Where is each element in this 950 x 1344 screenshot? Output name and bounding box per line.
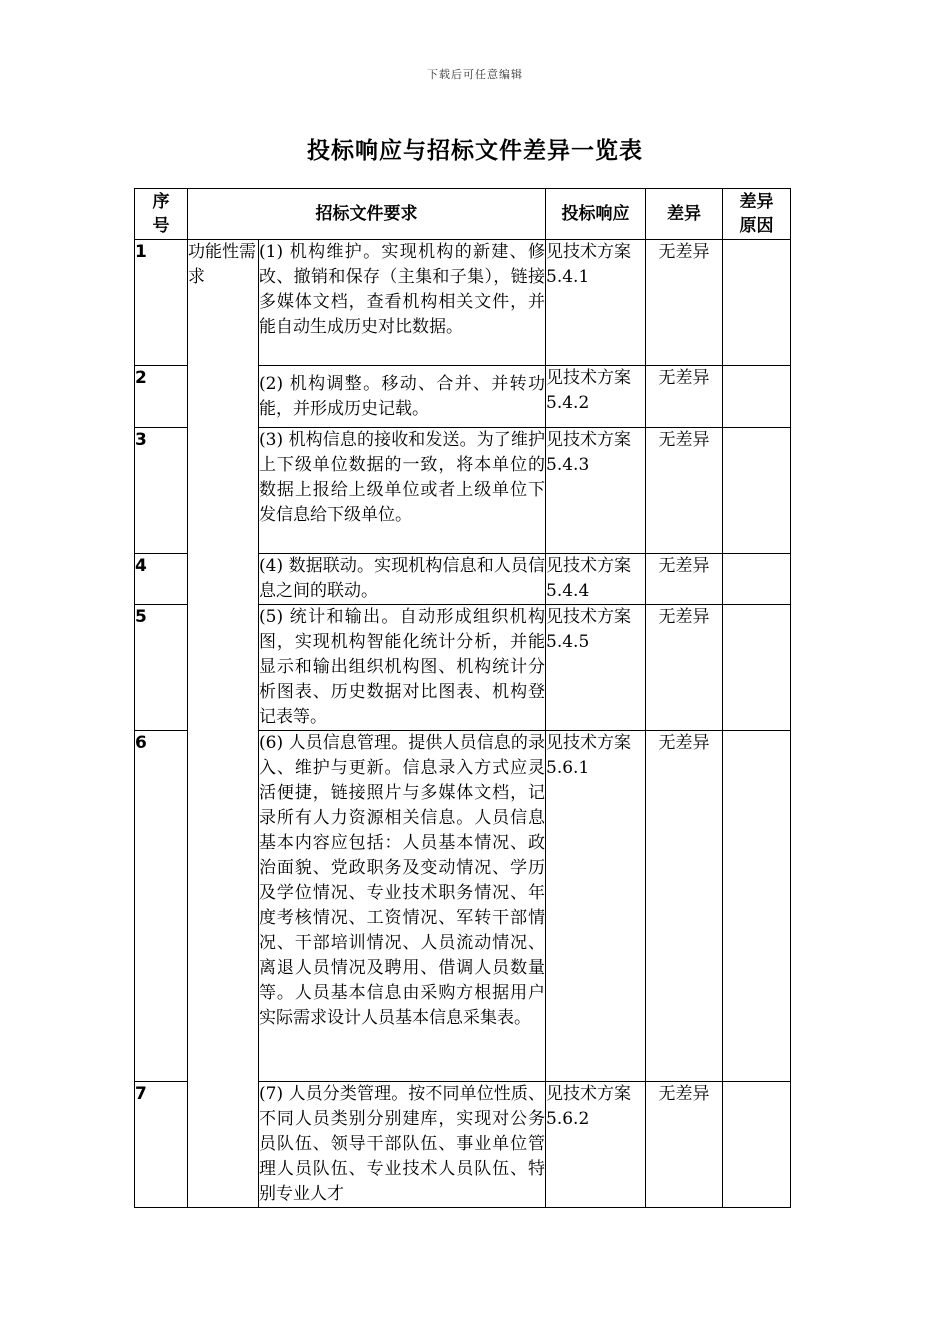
row-reason [723, 731, 791, 1082]
watermark-text: 下载后可任意编辑 [427, 68, 523, 81]
row-reason [723, 428, 791, 554]
difference-table [134, 188, 791, 1208]
row-difference: 无差异 [646, 1082, 723, 1208]
row-response: 见技术方案5.4.3 [546, 428, 646, 554]
row-reason [723, 366, 791, 428]
row-requirement: (7) 人员分类管理。按不同单位性质、不同人员类别分别建库，实现对公务员队伍、领导干部队伍、事业单位管理人员队伍、专业技术人员队伍、特别专业人才 [259, 1082, 546, 1208]
row-seq: 4 [135, 554, 188, 605]
row-requirement: (1) 机构维护。实现机构的新建、修改、撤销和保存（主集和子集），链接多媒体文档，查看机构相关文件，并能自动生成历史对比数据。 [259, 240, 546, 366]
header-difference: 差异 [646, 189, 723, 240]
row-response: 见技术方案5.4.2 [546, 366, 646, 428]
row-seq: 2 [135, 366, 188, 428]
row-requirement: (2) 机构调整。移动、合并、并转功能，并形成历史记载。 [259, 366, 546, 428]
row-requirement: (3) 机构信息的接收和发送。为了维护上下级单位数据的一致，将本单位的数据上报给上级单位或者上级单位下发信息给下级单位。 [259, 428, 546, 554]
row-response: 见技术方案5.6.2 [546, 1082, 646, 1208]
row-reason [723, 240, 791, 366]
row-reason [723, 605, 791, 731]
header-requirement: 招标文件要求 [188, 189, 546, 240]
category-cell: 功能性需求 [188, 240, 259, 1208]
row-reason [723, 1082, 791, 1208]
table-header-row [135, 189, 791, 240]
row-requirement: (4) 数据联动。实现机构信息和人员信息之间的联动。 [259, 554, 546, 605]
row-reason [723, 554, 791, 605]
row-difference: 无差异 [646, 428, 723, 554]
row-response: 见技术方案5.4.1 [546, 240, 646, 366]
row-response: 见技术方案5.4.4 [546, 554, 646, 605]
row-difference: 无差异 [646, 240, 723, 366]
row-difference: 无差异 [646, 605, 723, 731]
row-difference: 无差异 [646, 731, 723, 1082]
row-seq: 7 [135, 1082, 188, 1208]
row-response: 见技术方案5.6.1 [546, 731, 646, 1082]
row-difference: 无差异 [646, 366, 723, 428]
row-seq: 3 [135, 428, 188, 554]
header-response: 投标响应 [546, 189, 646, 240]
row-seq: 1 [135, 240, 188, 366]
page-title: 投标响应与招标文件差异一览表 [307, 138, 643, 164]
row-requirement: (5) 统计和输出。自动形成组织机构图，实现机构智能化统计分析，并能显示和输出组织机构图、机构统计分析图表、历史数据对比图表、机构登记表等。 [259, 605, 546, 731]
header-reason: 差异原因 [723, 189, 791, 240]
row-difference: 无差异 [646, 554, 723, 605]
row-seq: 5 [135, 605, 188, 731]
header-seq: 序号 [135, 189, 188, 240]
table-row [135, 240, 791, 366]
row-seq: 6 [135, 731, 188, 1082]
row-response: 见技术方案5.4.5 [546, 605, 646, 731]
row-requirement: (6) 人员信息管理。提供人员信息的录入、维护与更新。信息录入方式应灵活便捷，链接照片与多媒体文档，记录所有人力资源相关信息。人员信息基本内容应包括：人员基本情况、政治面貌、党政职务及变动情况、学历及学位情况、专业技术职务情况、年度考核情况、工资情况、军转干部情况、干部培训情况、人员流动情况、离退人员情况及聘用、借调人员数量等。人员基本信息由采购方根据用户实际需求设计人员基本信息采集表。 [259, 731, 546, 1082]
